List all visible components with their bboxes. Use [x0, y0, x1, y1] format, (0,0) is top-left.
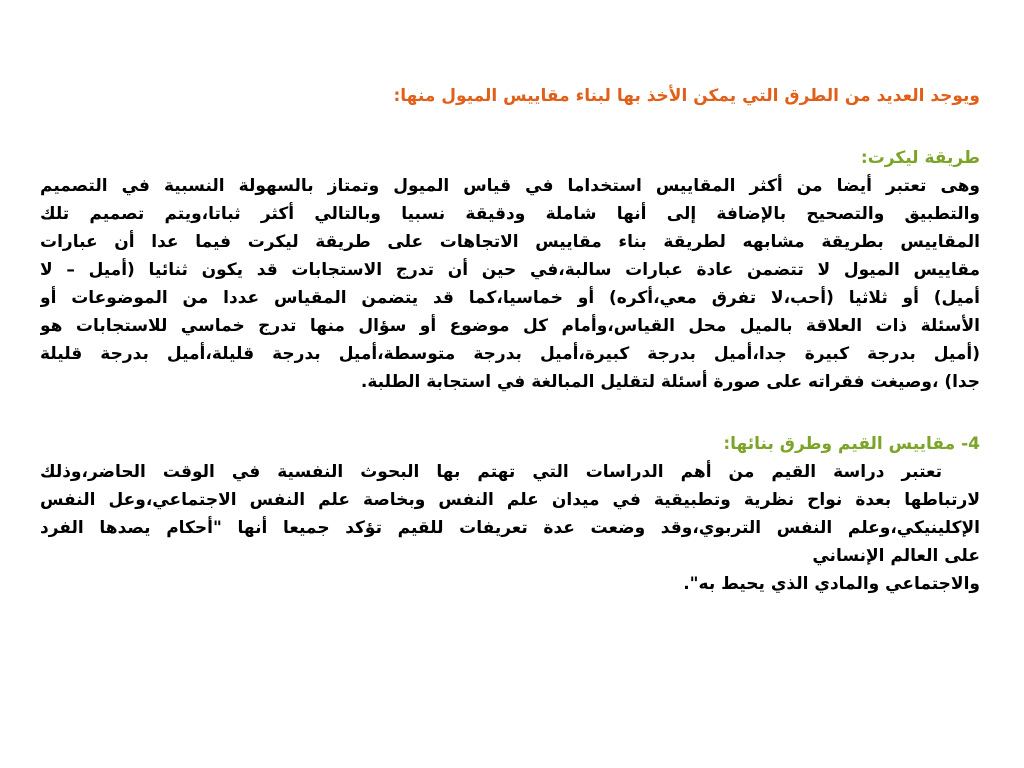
likert-line: (أميل بدرجة كبيرة جدا،أميل بدرجة كبيرة،أميل بدرجة متوسطة،أميل بدرجة قليلة،أميل بدرجة قليلة: [40, 344, 980, 364]
spacer: [40, 396, 980, 430]
values-line: الإكلينيكي،وعلم النفس التربوي،وقد وضعت عدة تعريفات للقيم تؤكد جميعا أنها "أحكام يصدها الفرد: [40, 518, 980, 538]
likert-line: وهى تعتبر أيضا من أكثر المقاييس استخداما في قياس الميول وتمتاز بالسهولة النسبية في التصميم: [40, 176, 980, 196]
spacer: [40, 110, 980, 144]
values-heading: 4- مقاييس القيم وطرق بنائها:: [723, 434, 980, 454]
likert-line: جدا) ،وصيغت فقراته على صورة أسئلة لتقليل المبالغة في استجابة الطلبة.: [360, 372, 980, 392]
values-line: تعتبر دراسة القيم من أهم الدراسات التي تهتم بها البحوث النفسية في الوقت الحاضر،وذلك: [40, 462, 942, 482]
likert-line: والتطبيق والتصحيح بالإضافة إلى أنها شاملة ودقيقة نسبيا وبالتالي أكثر ثباتا،ويتم تصميم تلك: [40, 204, 980, 224]
likert-line: مقاييس الميول لا تتضمن عادة عبارات سالبة،في حين أن تدرج الاستجابات قد يكون ثنائيا (أميل – لا: [40, 260, 980, 280]
likert-line: الأسئلة ذات العلاقة بالميل محل القياس،وأمام كل موضوع أو سؤال منها تدرج خماسي للاستجابات هو: [40, 316, 980, 336]
likert-paragraph: [40, 172, 980, 396]
likert-line: المقاييس بطريقة مشابهه لطريقة بناء مقاييس الاتجاهات على طريقة ليكرت فيما عدا أن عبارات: [40, 232, 980, 252]
values-line: على العالم الإنساني: [812, 546, 980, 566]
likert-line: أميل) أو ثلاثيا (أحب،لا تفرق معي،أكره) أو خماسيا،كما قد يتضمن المقياس عددا من الموضوعات أو: [40, 288, 980, 308]
likert-heading: طريقة ليكرت:: [860, 148, 980, 168]
values-paragraph: [40, 458, 980, 598]
slide-content: [40, 82, 980, 722]
values-line: والاجتماعي والمادي الذي يحيط به".: [683, 574, 980, 594]
values-line: لارتباطها بعدة نواح نظرية وتطبيقية في ميدان علم النفس وبخاصة علم النفس الاجتماعي،وعل النفس: [40, 490, 980, 510]
intro-heading: ويوجد العديد من الطرق التي يمكن الأخذ بها لبناء مقاييس الميول منها:: [393, 86, 980, 106]
